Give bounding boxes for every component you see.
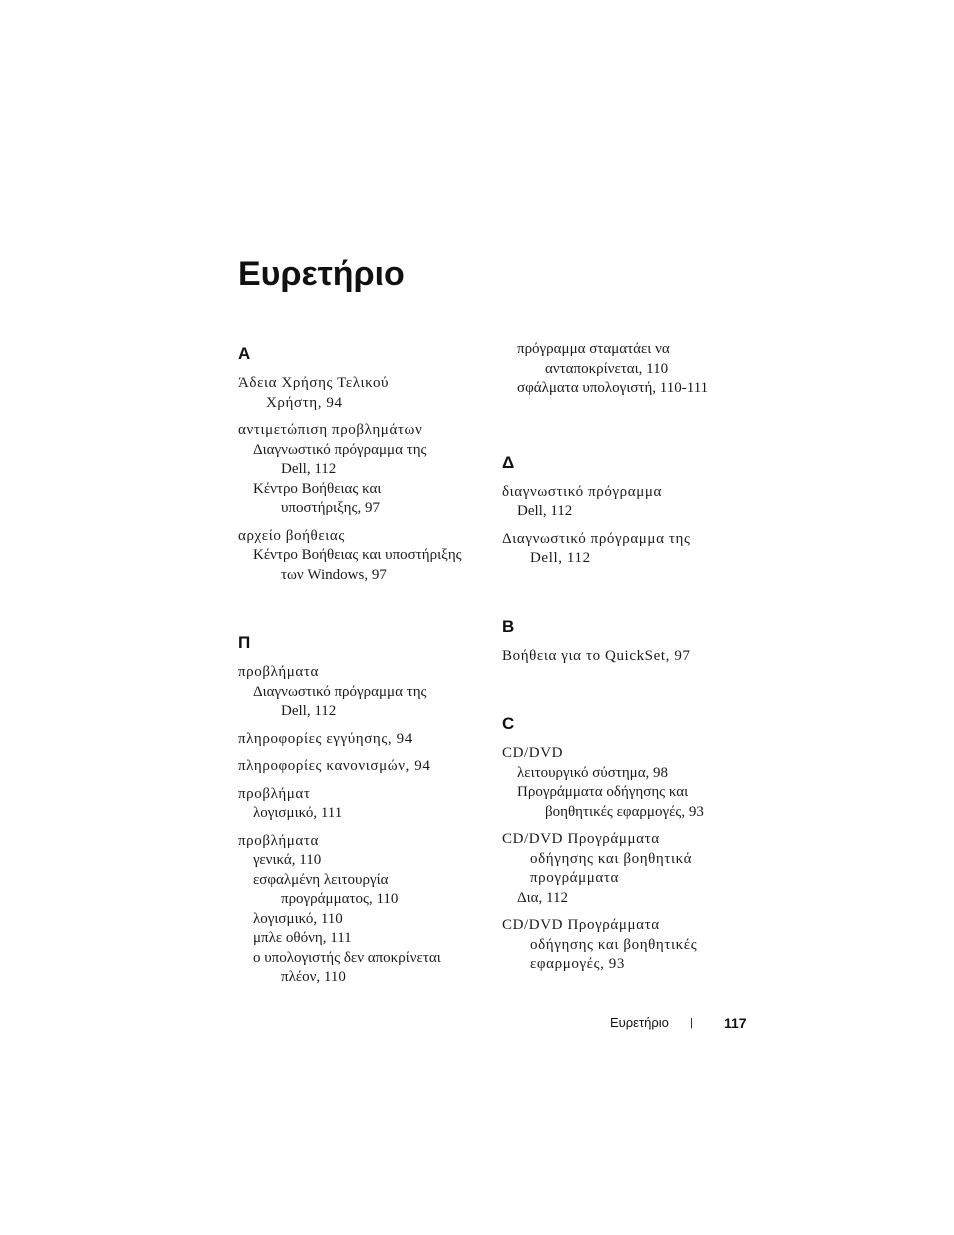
index-term: προβλήματ: [238, 785, 311, 802]
index-term: CD/DVD Προγράμματα: [502, 831, 660, 847]
index-term: πληροφορίες εγγύησης, 94: [238, 730, 413, 747]
index-term: Διαγνωστικό πρόγραμμα της: [502, 530, 691, 547]
index-term: Dell, 112: [530, 550, 591, 566]
section-letter: Π: [238, 633, 251, 652]
index-subterm: Διαγνωστικό πρόγραμμα της: [253, 441, 427, 458]
index-entry: [238, 785, 486, 824]
index-term: αντιμετώπιση προβλημάτων: [238, 422, 423, 438]
footer-label: Ευρετήριο: [610, 1015, 669, 1030]
section-b: [502, 613, 752, 667]
index-subterm: Κέντρο Βοήθειας και υποστήριξης: [253, 547, 462, 563]
index-subterm: Dell, 112: [517, 503, 573, 519]
index-entry: [238, 527, 486, 586]
index-column-left: [238, 340, 486, 996]
index-subterm: πρόγραμμα σταματάει να: [517, 341, 670, 357]
section-c: [502, 710, 752, 975]
index-subterm: Κέντρο Βοήθειας και: [253, 480, 382, 497]
index-subterm: Προγράμματα οδήγησης και: [517, 784, 689, 800]
index-subterm: Διαγνωστικό πρόγραμμα της: [253, 683, 427, 700]
index-subterm: Δια, 112: [517, 889, 568, 906]
section-letter: C: [502, 714, 515, 733]
index-term: εφαρμογές, 93: [530, 956, 626, 972]
index-column-right: [502, 340, 752, 983]
index-term: οδήγησης και βοηθητικές: [530, 936, 698, 953]
index-entry: [502, 483, 752, 522]
index-term: προγράμματα: [530, 870, 619, 886]
index-subterm: Dell, 112: [281, 461, 337, 477]
index-entry: [502, 916, 752, 975]
index-subterm: προγράμματος, 110: [281, 891, 399, 907]
index-subterm: ανταποκρίνεται, 110: [545, 360, 669, 377]
page-number: 117: [724, 1015, 747, 1031]
index-subterm: υποστήριξης, 97: [281, 500, 380, 516]
index-term: οδήγησης και βοηθητικά: [530, 850, 693, 867]
index-subterm: πλέον, 110: [281, 969, 346, 985]
footer-separator: |: [690, 1017, 693, 1029]
index-entry: [238, 421, 486, 519]
index-term: διαγνωστικό πρόγραμμα: [502, 483, 662, 500]
index-entry: [502, 530, 752, 569]
section-letter: B: [502, 616, 515, 636]
index-term: προβλήματα: [238, 664, 319, 680]
page-title: Ευρετήριο: [238, 255, 405, 293]
index-subterm: σφάλματα υπολογιστή, 110-111: [517, 380, 709, 396]
index-entry: [238, 374, 486, 413]
index-subterm: λειτουργικό σύστημα, 98: [517, 764, 669, 781]
index-subterm: γενικά, 110: [253, 852, 322, 868]
section-letter: Α: [238, 344, 251, 363]
index-subterm: των Windows, 97: [281, 566, 387, 583]
section-continued: [502, 340, 752, 399]
index-entry: [238, 730, 486, 750]
index-subterm: εσφαλμένη λειτουργία: [253, 871, 389, 888]
index-term: αρχείο βοήθειας: [238, 527, 345, 544]
index-term: Άδεια Χρήσης Τελικού: [238, 375, 390, 391]
index-term: προβλήματα: [238, 832, 319, 849]
index-entry: [238, 832, 486, 988]
index-subterm: λογισμικό, 110: [253, 910, 343, 927]
section-delta: [502, 449, 752, 569]
index-entry: [502, 647, 752, 667]
index-entry: [238, 663, 486, 722]
index-subterm: ο υπολογιστής δεν αποκρίνεται: [253, 949, 441, 966]
index-entry: [502, 340, 752, 399]
index-subterm: Dell, 112: [281, 703, 337, 719]
index-term: CD/DVD Προγράμματα: [502, 917, 660, 933]
index-entry: [502, 744, 752, 822]
index-entry: [238, 757, 486, 777]
index-term: Βοήθεια για το QuickSet, 97: [502, 647, 691, 664]
index-term: CD/DVD: [502, 745, 564, 761]
section-pi: [238, 629, 486, 988]
index-term: πληροφορίες κανονισμών, 94: [238, 758, 431, 774]
index-entry: [502, 830, 752, 908]
section-letter: Δ: [502, 452, 515, 472]
section-alpha: [238, 340, 486, 585]
index-subterm: βοηθητικές εφαρμογές, 93: [545, 803, 704, 820]
index-subterm: μπλε οθόνη, 111: [253, 930, 352, 946]
index-subterm: λογισμικό, 111: [253, 805, 343, 821]
index-term: Χρήστη, 94: [266, 394, 343, 411]
